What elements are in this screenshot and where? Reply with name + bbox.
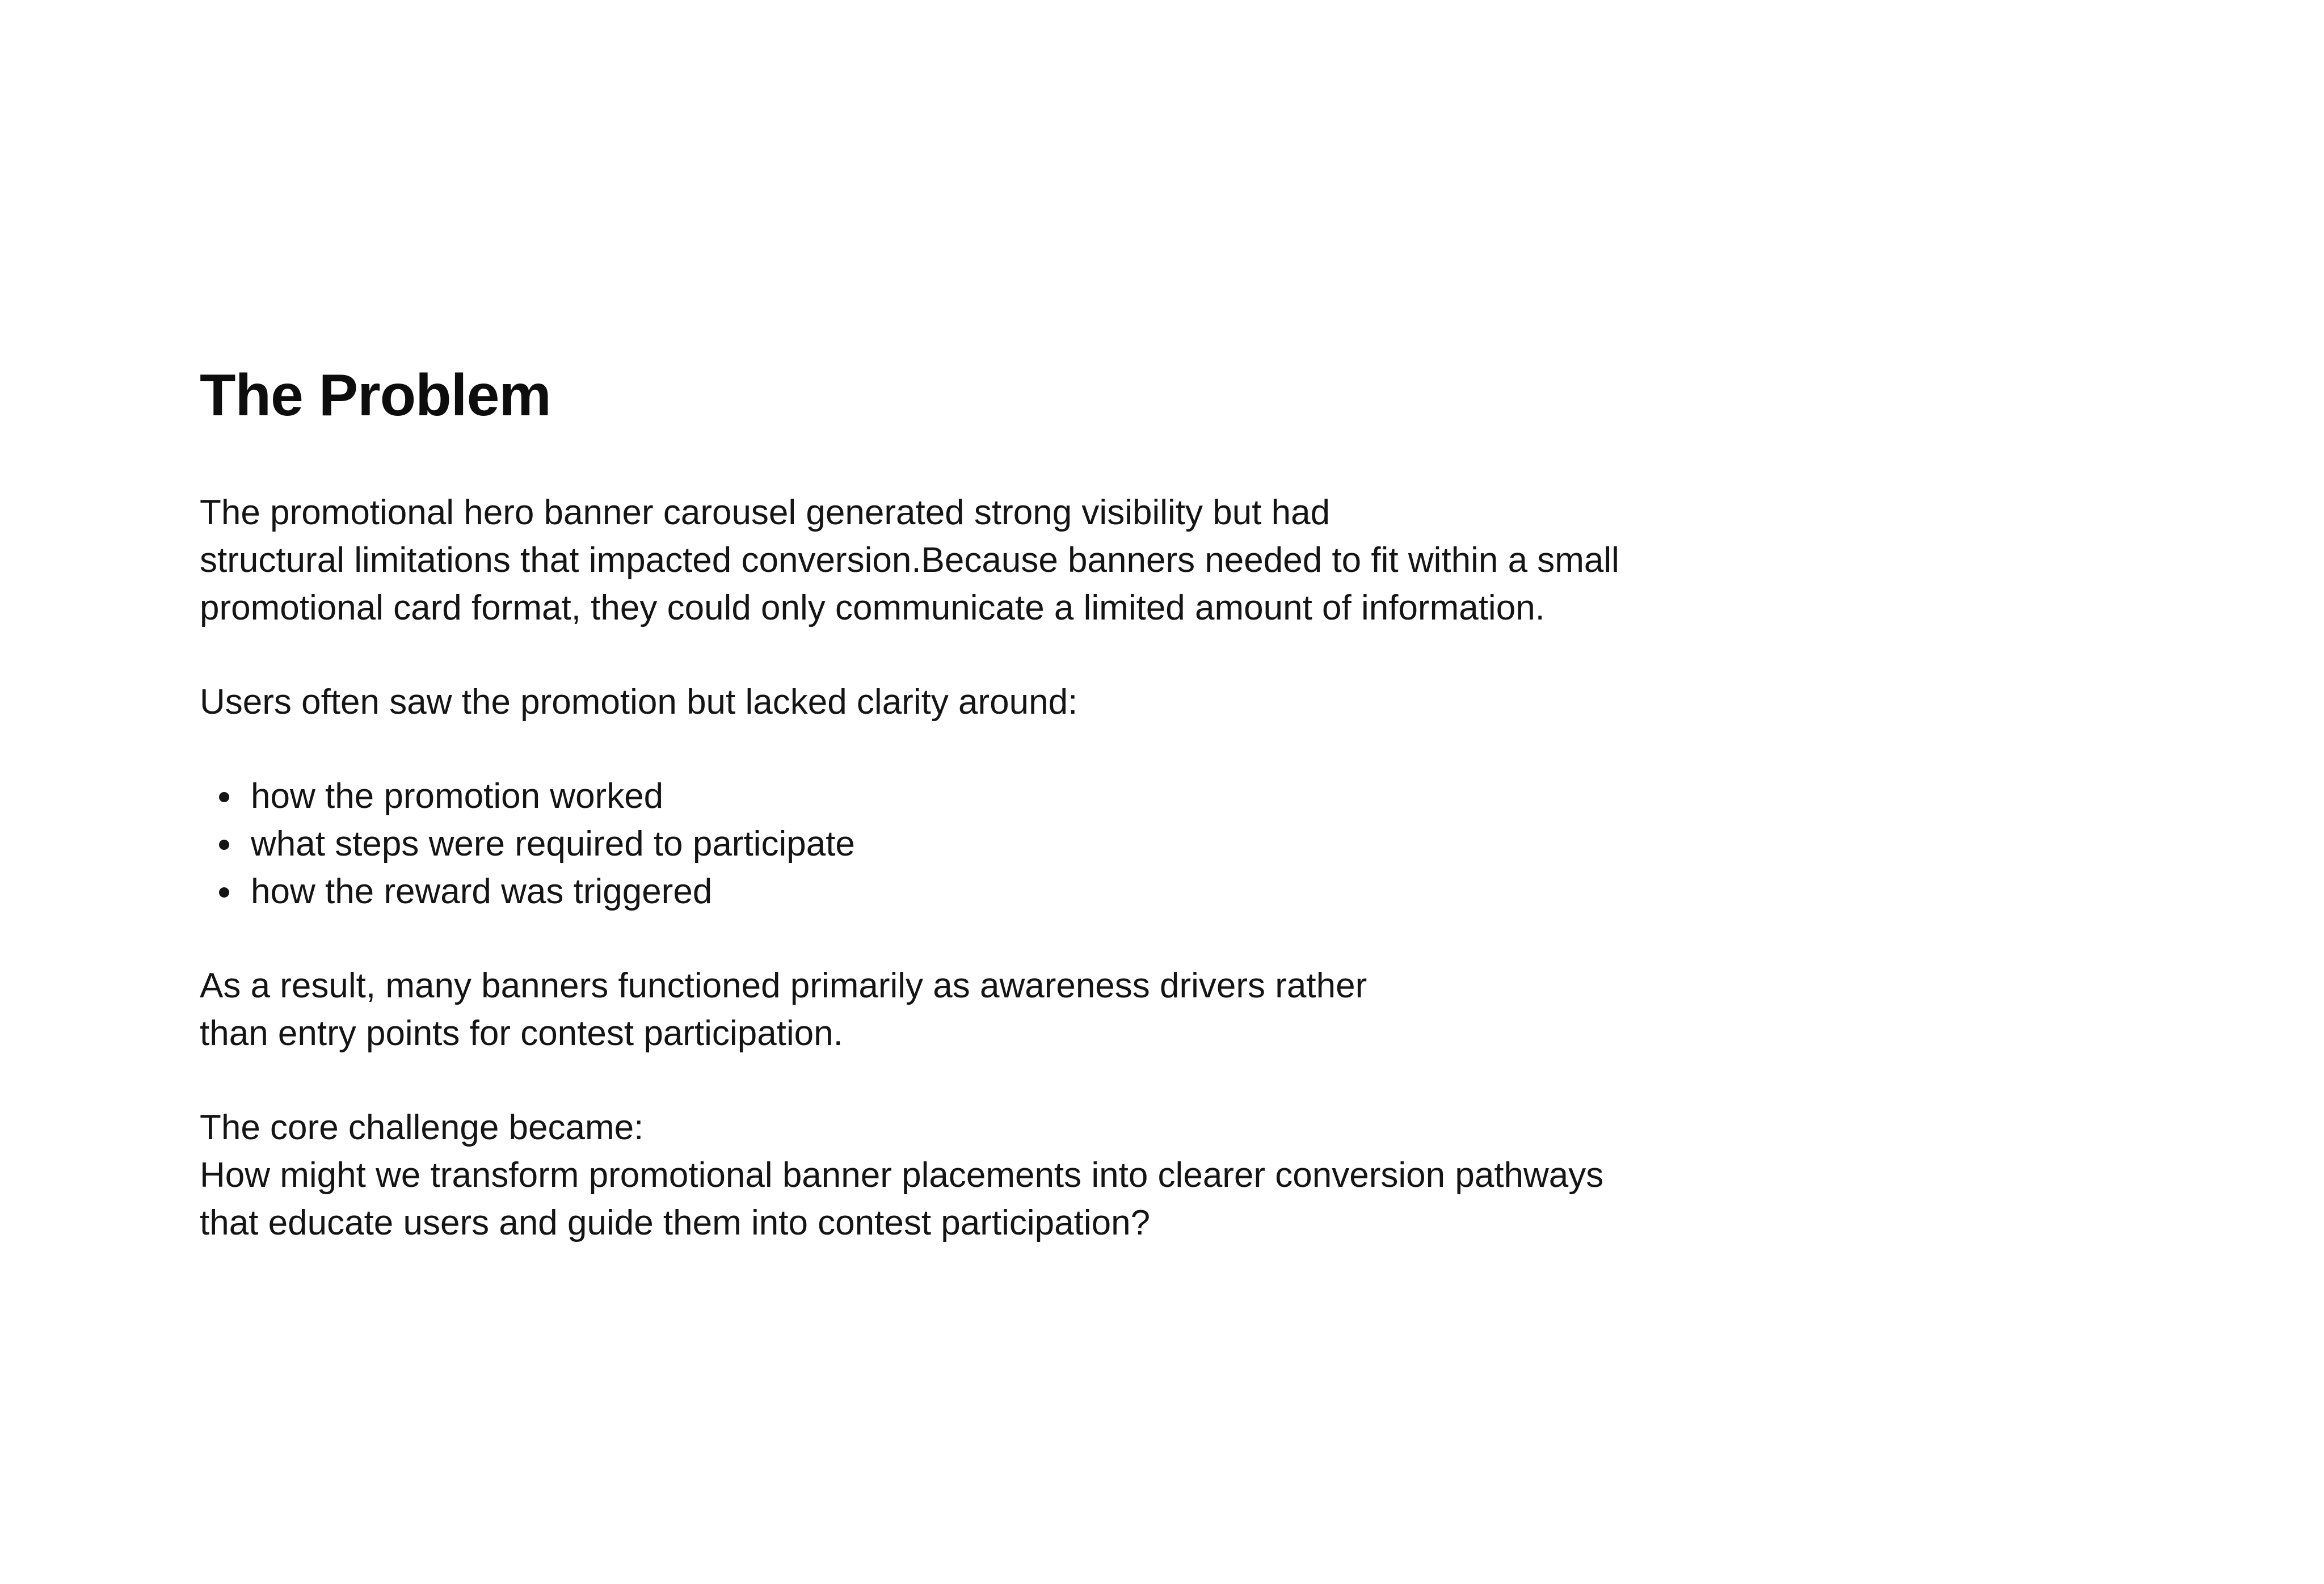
paragraph-intro-line-1: The promotional hero banner carousel generated strong visibility but had: [200, 493, 1331, 532]
section-title: The Problem: [200, 363, 551, 428]
list-item: [200, 773, 1902, 820]
list-item-text: how the promotion worked: [251, 777, 664, 816]
paragraph-users-text: Users often saw the promotion but lacked clarity around:: [200, 683, 1078, 722]
list-item-text: what steps were required to participate: [251, 824, 855, 863]
list-item-text: how the reward was triggered: [251, 872, 713, 911]
paragraph-users: [200, 679, 1902, 726]
bullet-dot-icon: [219, 792, 229, 802]
paragraph-result-line-2: than entry points for contest participation.: [200, 1014, 843, 1053]
spacer: [200, 916, 1902, 962]
bullet-dot-icon: [219, 840, 229, 850]
paragraph-intro-line-3: promotional card format, they could only communicate a limited amount of information.: [200, 588, 1545, 627]
section-body: [200, 489, 1902, 1247]
paragraph-result-line-1: As a result, many banners functioned primarily as awareness drivers rather: [200, 966, 1367, 1005]
list-item: [200, 868, 1902, 916]
paragraph-intro-line-2: structural limitations that impacted conversion.Because banners needed to fit within a small: [200, 541, 1619, 580]
paragraph-challenge-line-1: The core challenge became:: [200, 1108, 644, 1147]
spacer: [200, 632, 1902, 679]
spacer: [200, 1058, 1902, 1104]
bullet-dot-icon: [219, 887, 229, 898]
paragraph-challenge-line-2: How might we transform promotional banner placements into clearer conversion pathways: [200, 1156, 1604, 1195]
paragraph-challenge-line-3: that educate users and guide them into contest participation?: [200, 1203, 1151, 1242]
paragraph-result: [200, 962, 1902, 1058]
paragraph-challenge: [200, 1104, 1902, 1247]
paragraph-intro: [200, 489, 1902, 632]
clarity-list: [200, 773, 1902, 916]
spacer: [200, 726, 1902, 773]
list-item: [200, 820, 1902, 868]
problem-section: [200, 359, 1902, 1247]
